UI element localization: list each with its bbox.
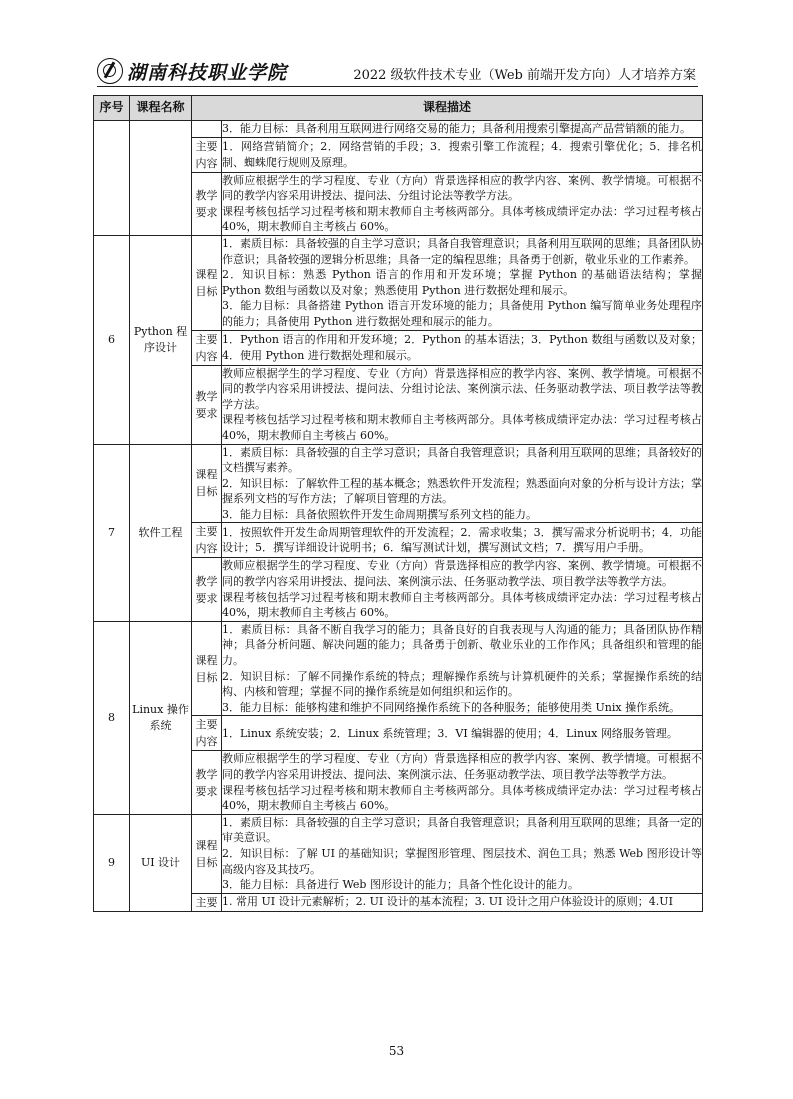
desc-paragraph: 2．知识目标：了解软件工程的基本概念；熟悉软件开发流程；熟悉面向对象的分析与设计方法；掌握系列文档的写作方法；了解项目管理的方法。	[222, 476, 703, 506]
course-num-cell: 6	[94, 235, 130, 444]
course-num-cell: 9	[94, 814, 130, 911]
table-row	[94, 121, 703, 138]
desc-paragraph: 1．素质目标：具备不断自我学习的能力；具备良好的自我表现与人沟通的能力；具备团队协作精神；具备分析问题、解决问题的能力；具备勇于创新、敬业乐业的工作作风；具备组织和管理的能力。	[222, 622, 703, 668]
desc-paragraph: 1．素质目标：具备较强的自主学习意识；具备自我管理意识；具备利用互联网的思维；具备一定的审美意识。	[222, 815, 703, 845]
desc-paragraph: 课程考核包括学习过程考核和期末教师自主考核两部分。具体考核成绩评定办法：学习过程考核占 40%，期末教师自主考核占 60%。	[222, 413, 703, 442]
table-row	[94, 235, 703, 330]
section-label: 课程目标	[192, 621, 222, 716]
course-desc-cell	[222, 235, 703, 330]
desc-paragraph: 2．知识目标：了解不同操作系统的特点；理解操作系统与计算机硬件的关系；掌握操作系统的结构、内核和管理；掌握不同的操作系统是如何组织和运作的。	[222, 669, 703, 699]
course-desc-cell	[222, 893, 703, 911]
desc-paragraph: 2．知识目标：熟悉 Python 语言的作用和开发环境；掌握 Python 的基础语法结构；掌握 Python 数组与函数以及对象；熟悉使用 Python 进行数据处理和展示。	[222, 268, 703, 297]
desc-paragraph: 教师应根据学生的学习程度、专业（方向）背景选择相应的教学内容、案例、教学情境。可根据不同的教学内容采用讲授法、提问法、分组讨论法等教学方法。	[222, 173, 703, 203]
section-label: 教学要求	[192, 172, 222, 235]
section-label: 主要内容	[192, 137, 222, 172]
desc-paragraph: 3．能力目标：具备搭建 Python 语言开发环境的能力；具备使用 Python 编写简单业务处理程序的能力；具备使用 Python 进行数据处理和展示的能力。	[222, 299, 703, 328]
course-name-cell	[130, 121, 192, 236]
desc-paragraph: 1. 常用 UI 设计元素解析；2. UI 设计的基本流程；3. UI 设计之用户体验设计的原则；4.UI	[222, 895, 673, 909]
section-label: 主要内容	[192, 523, 222, 558]
course-description-table	[93, 95, 703, 912]
table-row	[94, 814, 703, 893]
course-num-cell	[94, 121, 130, 236]
course-desc-cell	[222, 121, 703, 138]
desc-paragraph: 课程考核包括学习过程考核和期末教师自主考核两部分。具体考核成绩评定办法：学习过程考核占 40%，期末教师自主考核占 60%。	[222, 590, 703, 620]
course-name-cell: Python 程序设计	[130, 235, 192, 444]
course-name-cell: Linux 操作系统	[130, 621, 192, 814]
school-logo	[97, 58, 287, 84]
section-label	[192, 121, 222, 138]
course-desc-cell	[222, 137, 703, 172]
desc-paragraph: 2．知识目标：了解 UI 的基础知识；掌握图形管理、图层技术、润色工具；熟悉 Web 图形设计等高级内容及其技巧。	[222, 846, 703, 876]
desc-paragraph: 1．按照软件开发生命周期管理软件的开发流程；2．需求收集；3．撰写需求分析说明书；4．功能设计；5．撰写详细设计说明书；6．编写测试计划，撰写测试文档；7．撰写用户手册。	[222, 525, 703, 555]
course-desc-cell	[222, 365, 703, 444]
course-name-cell: UI 设计	[130, 814, 192, 911]
table-row	[94, 621, 703, 716]
desc-paragraph: 教师应根据学生的学习程度、专业（方向）背景选择相应的教学内容、案例、教学情境。可根据不同的教学内容采用讲授法、提问法、分组讨论法、案例演示法、任务驱动教学法、项目教学法等教学方法。	[222, 366, 703, 411]
desc-paragraph: 1．Linux 系统安装；2．Linux 系统管理；3．VI 编辑器的使用；4．Linux 网络服务管理。	[222, 726, 678, 740]
section-label: 主要内容	[192, 716, 222, 751]
desc-paragraph: 3．能力目标：具备利用互联网进行网络交易的能力；具备利用搜索引擎提高产品营销额的能力。	[222, 122, 691, 135]
section-label: 课程目标	[192, 235, 222, 330]
course-desc-cell	[222, 751, 703, 814]
course-num-cell: 8	[94, 621, 130, 814]
course-desc-cell	[222, 172, 703, 235]
course-num-cell: 7	[94, 444, 130, 621]
desc-paragraph: 3．能力目标：能够构建和维护不同网络操作系统下的各种服务；能够使用类 Unix 操作系统。	[222, 700, 681, 714]
course-desc-cell	[222, 330, 703, 365]
desc-paragraph: 3．能力目标：具备依照软件开发生命周期撰写系列文档的能力。	[222, 507, 537, 521]
page-header	[97, 56, 698, 87]
school-seal-icon	[97, 58, 123, 84]
desc-paragraph: 1．Python 语言的作用和开发环境；2．Python 的基本语法；3．Python 数组与函数以及对象；4．使用 Python 进行数据处理和展示。	[222, 332, 703, 362]
desc-paragraph: 3．能力目标：具备进行 Web 图形设计的能力；具备个性化设计的能力。	[222, 878, 579, 892]
table-row	[94, 444, 703, 523]
section-label: 课程目标	[192, 444, 222, 523]
desc-paragraph: 1．素质目标：具备较强的自主学习意识；具备自我管理意识；具备利用互联网的思维；具备团队协作意识；具备较强的逻辑分析思维；具备一定的编程思维；具备勇于创新，敬业乐业的工作素养。	[222, 236, 703, 266]
course-desc-cell	[222, 814, 703, 893]
page-number: 53	[388, 1044, 405, 1058]
course-desc-cell	[222, 716, 703, 751]
section-label: 主要内容	[192, 330, 222, 365]
document-title: 2022 级软件技术专业（Web 前端开发方向）人才培养方案	[353, 68, 696, 83]
course-name-cell: 软件工程	[130, 444, 192, 621]
school-name-calligraphy: 湖南科技职业学院	[127, 61, 288, 84]
course-desc-cell	[222, 558, 703, 621]
desc-paragraph: 教师应根据学生的学习程度、专业（方向）背景选择相应的教学内容、案例、教学情境。可根据不同的教学内容采用讲授法、提问法、案例演示法、任务驱动教学法、项目教学法等教学方法。	[222, 559, 703, 589]
section-label: 课程目标	[192, 814, 222, 893]
course-desc-cell	[222, 444, 703, 523]
course-desc-cell	[222, 523, 703, 558]
desc-paragraph: 教师应根据学生的学习程度、专业（方向）背景选择相应的教学内容、案例、教学情境。可根据不同的教学内容采用讲授法、提问法、案例演示法、任务驱动教学法、项目教学法等教学方法。	[222, 752, 703, 781]
desc-paragraph: 课程考核包括学习过程考核和期末教师自主考核两部分。具体考核成绩评定办法：学习过程考核占 40%，期末教师自主考核占 60%。	[222, 204, 703, 234]
header-course-name: 课程名称	[130, 96, 192, 121]
header-course-desc: 课程描述	[192, 96, 703, 121]
desc-paragraph: 1．素质目标：具备较强的自主学习意识；具备自我管理意识；具备利用互联网的思维；具备较好的文档撰写素养。	[222, 445, 703, 475]
section-label: 教学要求	[192, 365, 222, 444]
desc-paragraph: 1．网络营销简介；2．网络营销的手段；3．搜索引擎工作流程；4．搜索引擎优化；5．排名机制、蜘蛛爬行规则及原理。	[222, 140, 703, 169]
header-num: 序号	[94, 96, 130, 121]
desc-paragraph: 课程考核包括学习过程考核和期末教师自主考核两部分。具体考核成绩评定办法：学习过程考核占 40%，期末教师自主考核占 60%。	[222, 783, 703, 813]
course-desc-cell	[222, 621, 703, 716]
section-label: 教学要求	[192, 751, 222, 814]
section-label: 教学要求	[192, 558, 222, 621]
section-label: 主要	[192, 893, 222, 911]
table-header-row	[94, 96, 703, 121]
